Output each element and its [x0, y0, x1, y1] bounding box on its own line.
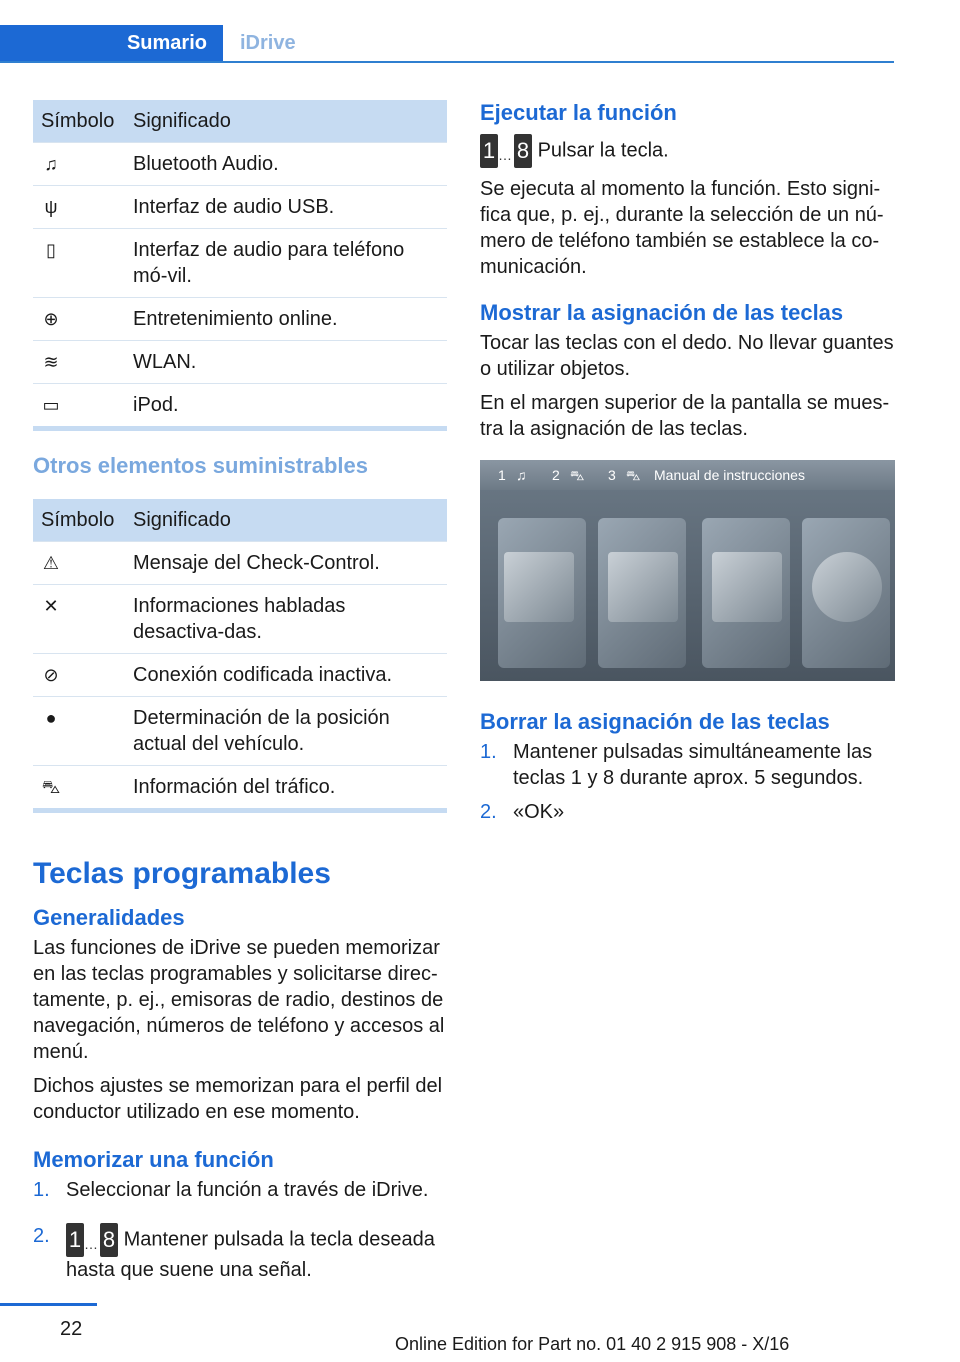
meaning-cell: Interfaz de audio para teléfono mó-vil.: [125, 229, 447, 298]
mostrar-heading: Mostrar la asignación de las teclas: [480, 300, 844, 325]
table-row: [33, 384, 447, 429]
list-item: [33, 1223, 447, 1283]
car-icon: ⛍: [570, 467, 585, 483]
main-title: Teclas programables: [33, 857, 331, 890]
section-other-title: Otros elementos suministrables: [33, 453, 368, 478]
edition-note: Online Edition for Part no. 01 40 2 915 908 - X/16: [395, 1334, 790, 1354]
meaning-cell: iPod.: [125, 384, 447, 429]
memorizar-heading: Memorizar una función: [33, 1147, 274, 1172]
list-item: [480, 739, 895, 791]
ejecutar-key-line: [480, 134, 895, 168]
wlan-icon: ≋: [43, 352, 59, 372]
phone-icon: ▯: [46, 240, 56, 260]
table-row: [33, 229, 447, 298]
ejecutar-key-text: Pulsar la tecla.: [537, 139, 669, 162]
meaning-cell: Interfaz de audio USB.: [125, 186, 447, 229]
step-text: Mantener pulsada la tecla deseada hasta que suene una señal.: [66, 1228, 435, 1281]
bluetooth-audio-icon: ♫: [44, 154, 58, 174]
list-item: [33, 1177, 447, 1203]
meaning-cell: Informaciones habladas desactiva-das.: [125, 585, 447, 654]
symbol-cell: [33, 341, 125, 384]
bar-key-3: 3: [608, 467, 616, 483]
meaning-cell: Mensaje del Check-Control.: [125, 542, 447, 585]
step-text: Seleccionar la función a través de iDrive.: [66, 1179, 429, 1201]
symbol-table-2: [33, 499, 447, 813]
key-8-icon: 8: [514, 134, 532, 168]
meaning-cell: Información del tráfico.: [125, 766, 447, 811]
mostrar-paragraph-2: En el margen superior de la pantalla se mues-tra la asignación de las teclas.: [480, 392, 890, 440]
car-icon: ⛍: [626, 467, 641, 483]
music-note-icon: ♫: [516, 467, 527, 483]
symbol-cell: [33, 697, 125, 766]
symbol-cell: [33, 585, 125, 654]
key-1-icon: 1: [66, 1223, 84, 1257]
ellipsis-icon: …: [498, 147, 512, 163]
mostrar-paragraph-1: Tocar las teclas con el dedo. No llevar guantes o utilizar objetos.: [480, 332, 894, 380]
bar-key-2: 2: [552, 467, 560, 483]
gen-paragraph-2: Dichos ajustes se memorizan para el perfil del conductor utilizado en ese momento.: [33, 1075, 443, 1123]
ellipsis-icon: …: [84, 1236, 98, 1252]
key-assignment-bar: [480, 460, 895, 490]
symbol-cell: [33, 384, 125, 429]
step-number: 2.: [480, 801, 497, 823]
footer-rule: [0, 1303, 97, 1306]
key-8-icon: 8: [100, 1223, 118, 1257]
step-text: «OK»: [513, 801, 565, 823]
encryption-off-icon: ⊘: [43, 665, 59, 685]
ejecutar-paragraph: Se ejecuta al momento la función. Esto signi-fica que, p. ej., durante la selección de un nú-mero de teléfono también se establece la co-municación.: [480, 178, 884, 278]
bluetooth-icon: [504, 552, 574, 622]
symbol-cell: [33, 542, 125, 585]
table-head-symbol: Símbolo: [33, 499, 125, 542]
idrive-screen-image: [480, 460, 895, 681]
table-row: [33, 585, 447, 654]
table-row: [33, 143, 447, 186]
traffic-icon: ⛍: [41, 777, 61, 797]
meaning-cell: Bluetooth Audio.: [125, 143, 447, 186]
meaning-cell: WLAN.: [125, 341, 447, 384]
symbol-cell: [33, 143, 125, 186]
table-head-meaning: Significado: [125, 100, 447, 143]
globe-icon: ⊕: [43, 309, 59, 329]
ipod-icon: ▭: [42, 395, 60, 415]
symbol-cell: [33, 186, 125, 229]
symbol-table-1: [33, 100, 447, 431]
borrar-heading: Borrar la asignación de las teclas: [480, 709, 830, 734]
meaning-cell: Determinación de la posición actual del vehículo.: [125, 697, 447, 766]
header-tabs: [0, 25, 894, 63]
bar-label: Manual de instrucciones: [654, 467, 805, 483]
table-row: [33, 186, 447, 229]
position-icon: ●: [45, 708, 57, 728]
meaning-cell: Conexión codificada inactiva.: [125, 654, 447, 697]
table-head-meaning: Significado: [125, 499, 447, 542]
table-row: [33, 542, 447, 585]
page-number: 22: [60, 1318, 83, 1340]
generalidades-heading: Generalidades: [33, 905, 185, 930]
speaker-off-icon: ✕: [43, 596, 59, 616]
step-number: 1.: [33, 1179, 50, 1201]
key-1-icon: 1: [480, 134, 498, 168]
table-row: [33, 341, 447, 384]
right-column: [480, 100, 895, 845]
step-number: 1.: [480, 741, 497, 763]
usb-icon: ψ: [44, 197, 58, 217]
warning-icon: ⚠: [42, 553, 60, 573]
table-row: [33, 298, 447, 341]
ejecutar-heading: Ejecutar la función: [480, 100, 677, 125]
table-row: [33, 697, 447, 766]
meaning-cell: Entretenimiento online.: [125, 298, 447, 341]
symbol-cell: [33, 654, 125, 697]
table-row: [33, 654, 447, 697]
tab-sumario[interactable]: Sumario: [0, 25, 223, 61]
symbol-cell: [33, 298, 125, 341]
gen-paragraph-1: Las funciones de iDrive se pueden memorizar en las teclas programables y solicitarse direc-tamente, p. ej., emisoras de radio, destinos de navegación, números de teléfono y accesos al menú.: [33, 937, 445, 1063]
bar-key-1: 1: [498, 467, 506, 483]
step-number: 2.: [33, 1225, 50, 1247]
table-row: [33, 766, 447, 811]
symbol-cell: [33, 766, 125, 811]
step-text: Mantener pulsadas simultáneamente las teclas 1 y 8 durante aprox. 5 segundos.: [513, 741, 873, 789]
phone-bubble-icon: [608, 552, 678, 622]
map-icon: [712, 552, 782, 622]
tab-idrive[interactable]: iDrive: [240, 31, 296, 54]
left-column: [33, 100, 447, 1303]
globe-icon: [812, 552, 882, 622]
symbol-cell: [33, 229, 125, 298]
table-head-symbol: Símbolo: [33, 100, 125, 143]
list-item: [480, 799, 895, 825]
